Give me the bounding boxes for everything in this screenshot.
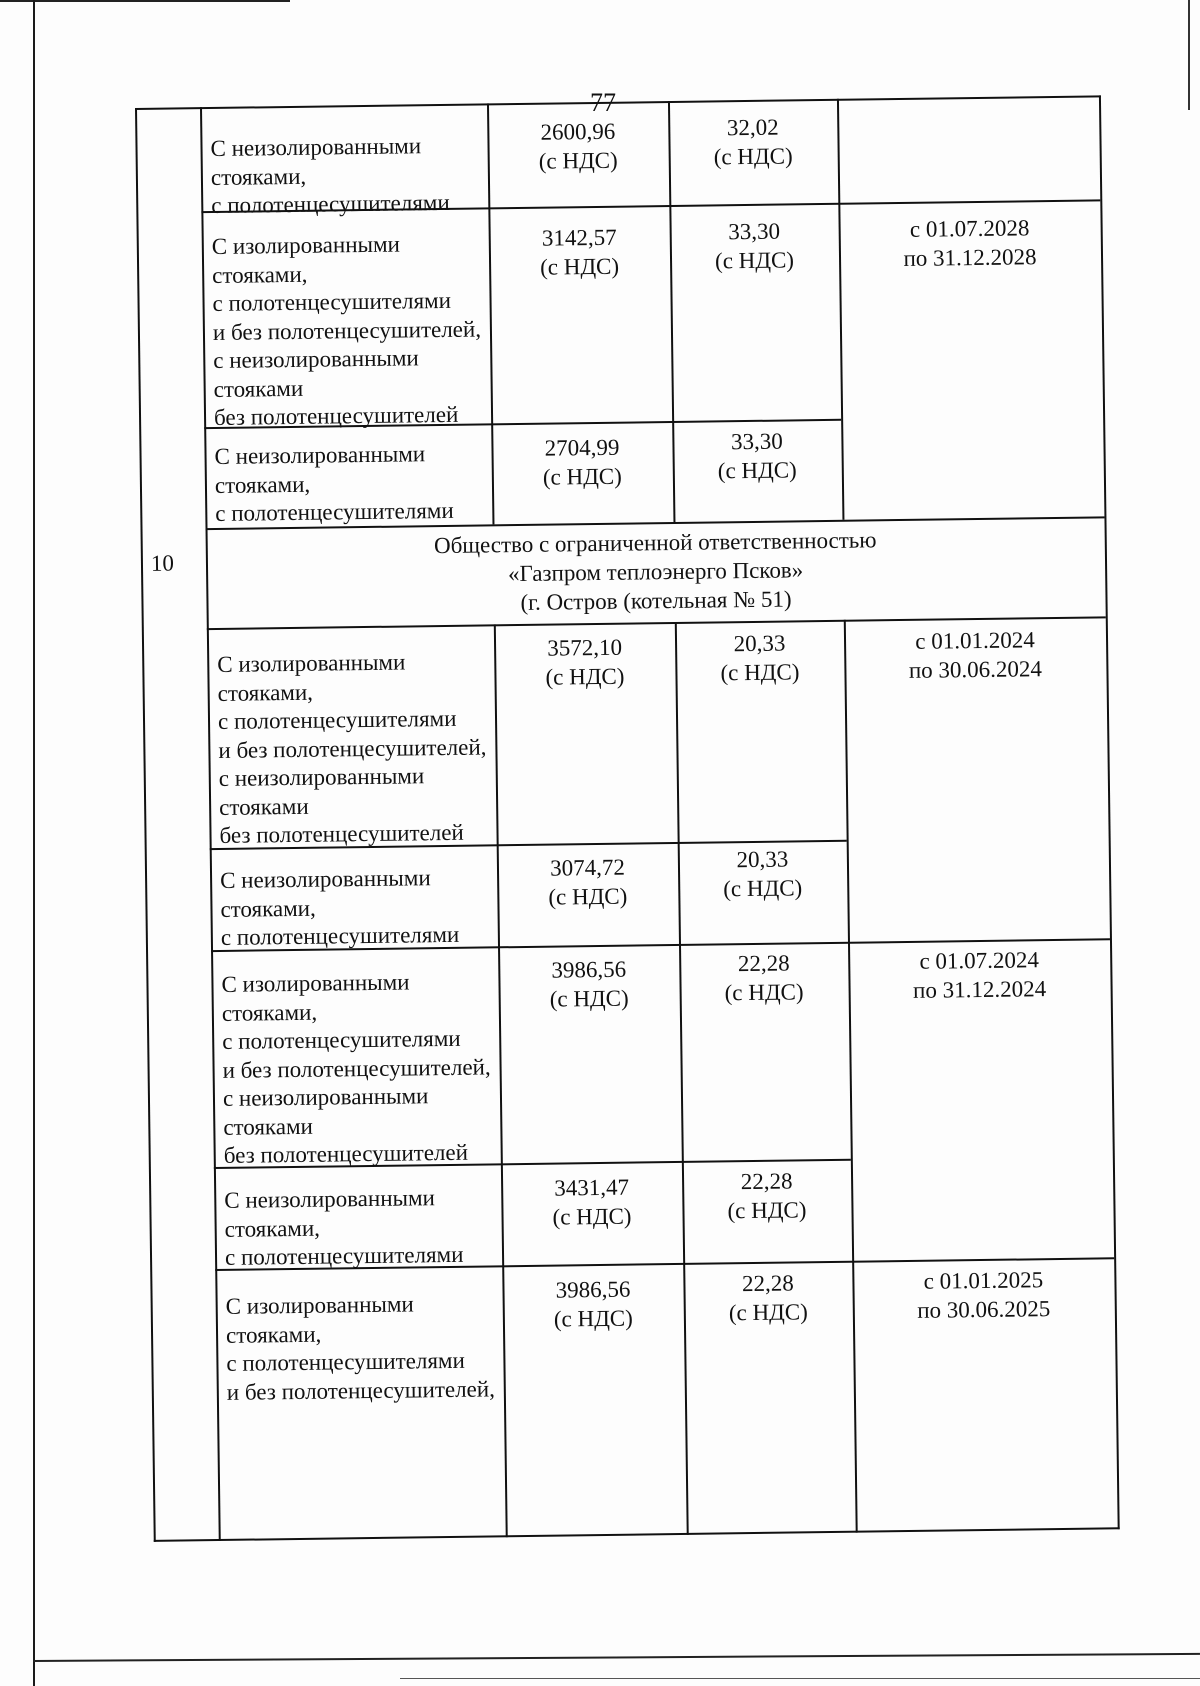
period-cell: с 01.07.2028 по 31.12.2028: [903, 215, 1037, 271]
row-description: С изолированными стояками, с полотенцесушителями и без полотенцесушителей, с неизолированными стояками без полотенцесушителей: [221, 969, 491, 1168]
row-value-1: 3074,72 (с НДС): [548, 854, 628, 910]
tariff-table: [135, 95, 1120, 1542]
period-cell: с 01.07.2024 по 31.12.2024: [912, 947, 1047, 1003]
row-value-1: 3431,47 (с НДС): [552, 1174, 632, 1230]
row-description: С изолированными стояками, с полотенцесушителями и без полотенцесушителей, с неизолированными стояками без полотенцесушителей: [217, 649, 487, 848]
row-value-1: 2600,96 (с НДС): [538, 118, 618, 174]
table-border-top: [135, 95, 1101, 110]
row-value-1: 3142,57 (с НДС): [539, 224, 620, 280]
row-description: С изолированными стояками, с полотенцесушителями и без полотенцесушителей, с неизолированными стояками без полотенцесушителей: [211, 231, 482, 430]
column-separator-col2-bottom: [844, 620, 858, 1533]
row-value-2: 22,28 (с НДС): [724, 950, 804, 1005]
organization-name: Общество с ограниченной ответственностью «Газпром теплоэнерго Псков» (г. Остров (котельная № 51): [433, 527, 877, 615]
column-separator-desc-bottom: [494, 624, 508, 1537]
row-description: С неизолированными стояками, с полотенцесушителями: [210, 133, 450, 219]
row-value-2: 20,33 (с НДС): [723, 846, 803, 901]
row-description: С изолированными стояками, с полотенцесушителями и без полотенцесушителей,: [225, 1291, 496, 1405]
scan-edge-left: [33, 0, 35, 1686]
table-border-bottom: [154, 1527, 1120, 1542]
period-cell: с 01.01.2025 по 30.06.2025: [917, 1267, 1051, 1323]
row-description: С неизолированными стояками, с полотенцесушителями: [224, 1185, 464, 1270]
row-value-1: 2704,99 (с НДС): [542, 434, 622, 490]
table-border-left: [135, 108, 156, 1542]
row-value-2: 32,02 (с НДС): [713, 114, 793, 169]
scan-edge-bottom: [33, 1653, 1200, 1662]
row-value-2: 22,28 (с НДС): [727, 1168, 807, 1223]
row-value-1: 3986,56 (с НДС): [553, 1276, 633, 1332]
row-value-1: 3986,56 (с НДС): [549, 956, 629, 1012]
scan-edge-bottom-shadow: [400, 1678, 1200, 1679]
row-value-2: 20,33 (с НДС): [720, 630, 800, 685]
row-value-2: 33,30 (с НДС): [717, 428, 797, 483]
scan-edge-top: [0, 0, 290, 2]
row-value-2: 22,28 (с НДС): [728, 1270, 808, 1325]
period-cell: с 01.01.2024 по 30.06.2024: [908, 627, 1043, 683]
scan-edge-right: [1188, 0, 1190, 110]
row-number: 10: [150, 550, 175, 576]
row-description: С неизолированными стояками, с полотенцесушителями: [214, 441, 454, 526]
row-value-2: 33,30 (с НДС): [714, 218, 795, 273]
row-value-1: 3572,10 (с НДС): [545, 634, 625, 690]
column-separator-col1-bottom: [675, 622, 689, 1535]
row-description: С неизолированными стояками, с полотенцесушителями: [219, 865, 460, 950]
